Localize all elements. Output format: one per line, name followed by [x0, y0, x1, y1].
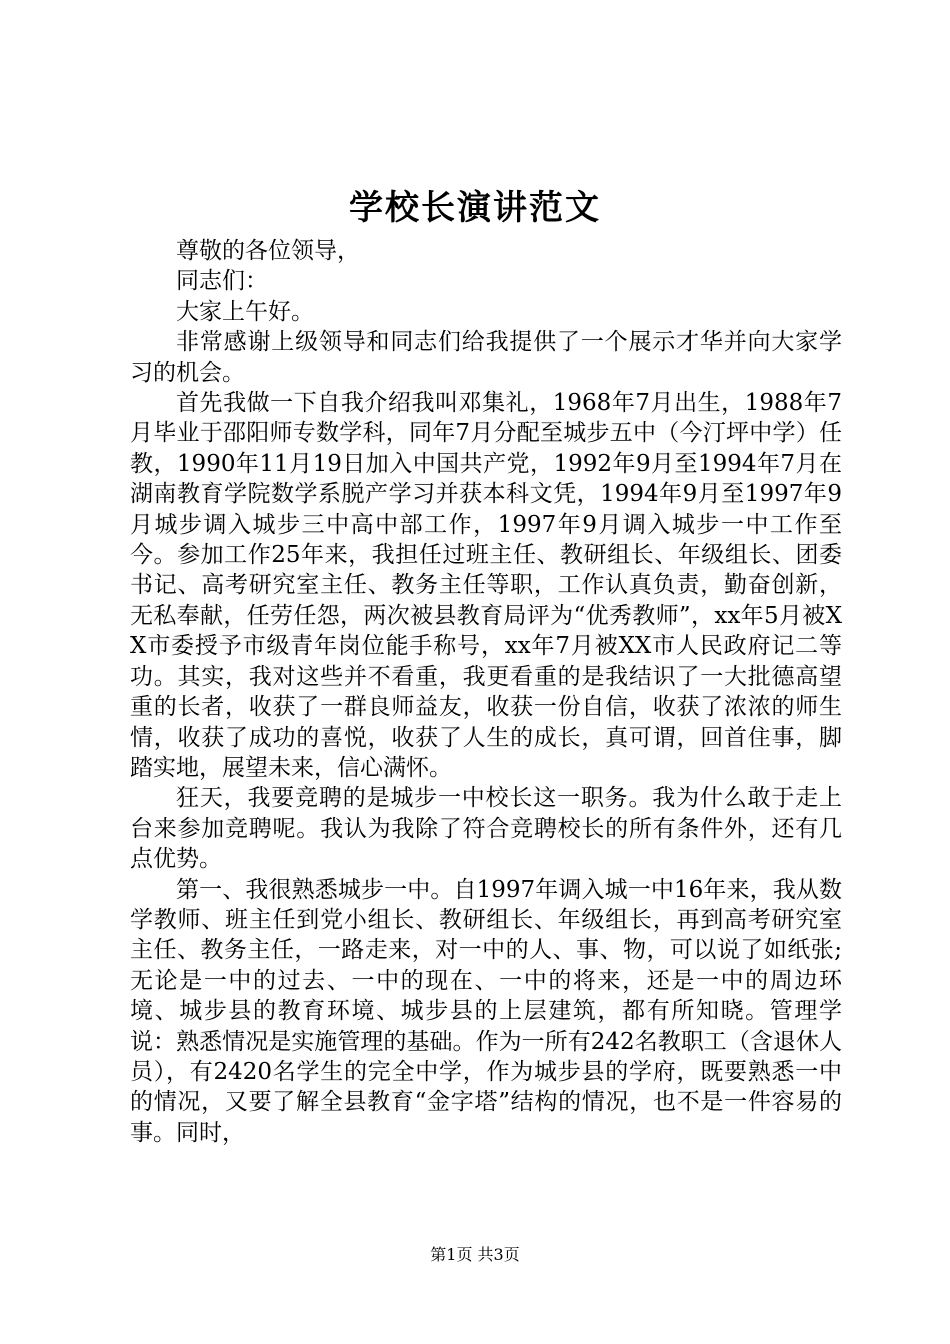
- document-title: 学校长演讲范文: [349, 188, 601, 228]
- page-footer: 第1页 共3页: [430, 1245, 520, 1264]
- paragraph-position: 狂天，我要竞聘的是城步一中校长这一职务。我为什么敢于走上台来参加竞聘呢。我认为我除了符合竞聘校长的所有条件外，还有几点优势。: [130, 785, 842, 873]
- paragraph-greeting-comrades: 同志们：: [176, 268, 268, 295]
- paragraph-advantage-one: 第一、我很熟悉城步一中。自1997年调入城一中16年来，我从数学教师、班主任到党小组长、教研组长、年级组长，再到高考研究室主任、教务主任，一路走来，对一中的人、事、物，可以说了如纸张;无论是一中的过去、一中的现在、一中的将来，还是一中的周边环境、城步县的教育环境、城步县的上层建筑，都有所知晓。管理学说：熟悉情况是实施管理的基础。作为一所有242名教职工（含退休人员），有2420名学生的完全中学，作为城步县的学府，既要熟悉一中的情况，又要了解全县教育“金字塔”结构的情况，也不是一件容易的事。同时，: [130, 876, 842, 1146]
- paragraph-thanks: 非常感谢上级领导和同志们给我提供了一个展示才华并向大家学习的机会。: [130, 329, 842, 386]
- paragraph-good-morning: 大家上午好。: [176, 298, 314, 325]
- paragraph-self-introduction: 首先我做一下自我介绍我叫邓集礼，1968年7月出生，1988年7月毕业于邵阳师专数学科，同年7月分配至城步五中（今汀坪中学）任教，1990年11月19日加入中国共产党，1992年9月至1994年7月在湖南教育学院数学系脱产学习并获本科文凭，1994年9月至1997年9月城步调入城步三中高中部工作，1997年9月调入城步一中工作至今。参加工作25年来，我担任过班主任、教研组长、年级组长、团委书记、高考研究室主任、教务主任等职，工作认真负责，勤奋创新，无私奉献，任劳任怨，两次被县教育局评为“优秀教师”，xx年5月被XX市委授予市级青年岗位能手称号，xx年7月被XX市人民政府记二等功。其实，我对这些并不看重，我更看重的是我结识了一大批德高望重的长者，收获了一群良师益友，收获一份自信，收获了浓浓的师生情，收获了成功的喜悦，收获了人生的成长，真可谓，回首住事，脚踏实地，展望未来，信心满怀。: [130, 390, 842, 781]
- document-body: [130, 236, 842, 1148]
- paragraph-salutation: 尊敬的各位领导，: [176, 238, 360, 264]
